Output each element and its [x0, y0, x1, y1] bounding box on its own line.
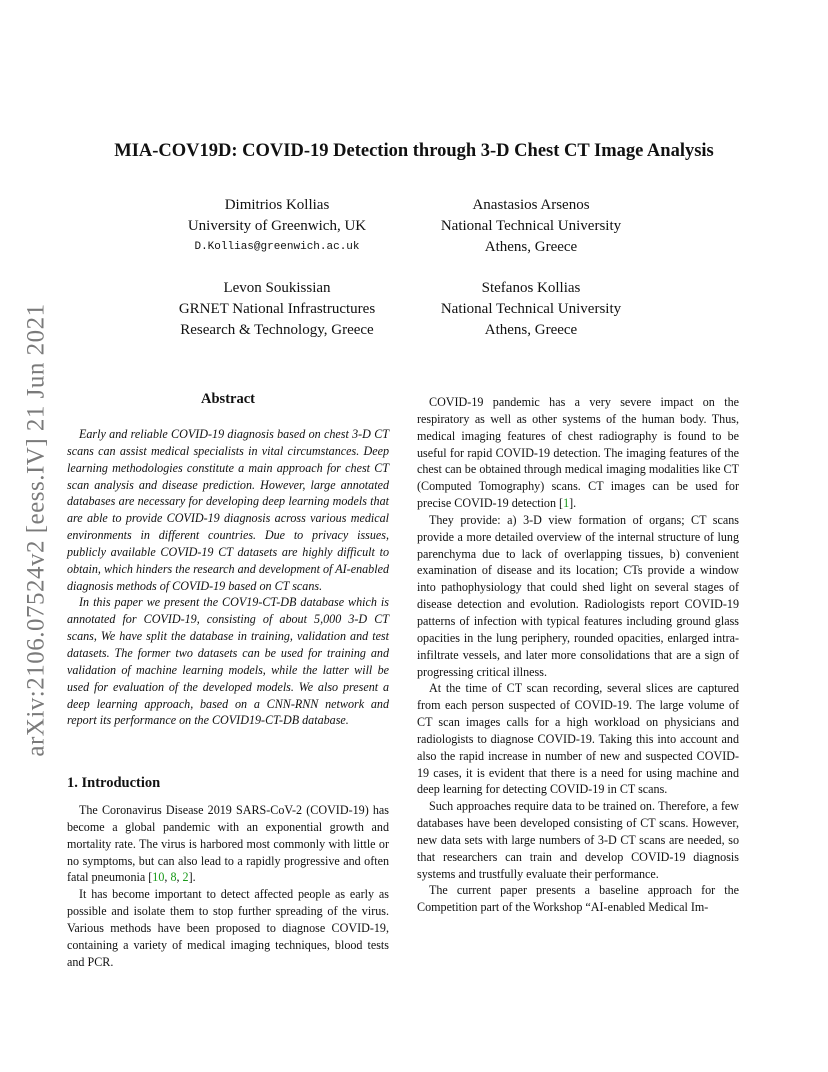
author-name: Dimitrios Kollias: [224, 197, 330, 213]
right-column-body: [417, 394, 739, 916]
body-paragraph: The current paper presents a baseline approach for the Competition part of the Workshop “AI-enabled Medical Im-: [417, 883, 739, 915]
author-block-4: [404, 278, 658, 341]
body-paragraph: Such approaches require data to be trained on. Therefore, a few databases have been developed consisting of CT scans. However, new data sets with large numbers of 3-D CT scans are needed, so that researchers can train and develop COVID-19 diagnosis systems and trustfully evaluate their performance.: [417, 799, 739, 881]
paper-title: MIA-COV19D: COVID-19 Detection through 3-D Chest CT Image Analysis: [114, 141, 714, 161]
arxiv-stamp: [22, 290, 52, 770]
intro-paragraph-text: The Coronavirus Disease 2019 SARS-CoV-2 (COVID-19) has become a global pandemic with an exponential growth and mortality rate. The virus is harbored most commonly with little or no symptoms, but can also lead to a rapidly progressive and often fatal pneumonia [: [67, 803, 389, 885]
author-affiliation: National Technical University: [440, 301, 622, 317]
intro-paragraph-end: ].: [188, 870, 196, 885]
abstract-paragraph: Early and reliable COVID-19 diagnosis based on chest 3-D CT scans can assist medical specialists in vital circumstances. Deep learning methodologies constitute a main approach for chest CT scan analysis and disease prediction. However, large annotated databases are necessary for developing deep learning models that are able to provide COVID-19 diagnosis across various medical environments in different countries. Due to privacy issues, publicly available COVID-19 CT datasets are highly difficult to obtain, which hinders the research and development of AI-enabled diagnosis methods of COVID-19 based on CT scans.: [67, 427, 389, 593]
intro-paragraph: It has become important to detect affected people as early as possible and isolate them to stop further spreading of the virus. Various methods have been proposed to diagnose COVID-19, containing a variety of medical imaging techniques, blood tests and PCR.: [67, 887, 389, 969]
citation-link[interactable]: 2: [182, 870, 189, 885]
abstract-body: [67, 426, 389, 729]
body-paragraph-end: ].: [569, 496, 577, 511]
author-affiliation: National Technical University: [440, 218, 622, 234]
author-block-3: [150, 278, 404, 341]
citation-link[interactable]: 1: [563, 496, 570, 511]
intro-paragraph: The Coronavirus Disease 2019 SARS-CoV-2 (COVID-19) has become a global pandemic with an exponential growth and mortality rate. The virus is harbored most commonly with little or no symptoms, but can also lead to a rapidly progressive and often fatal pneumonia [10, 8, 2].: [67, 803, 389, 885]
author-name: Anastasios Arsenos: [472, 197, 590, 213]
introduction-body: [67, 802, 389, 970]
body-paragraph: They provide: a) 3-D view formation of organs; CT scans provide a more detailed overview of the internal structure of lung parenchyma due to lack of overlapping tissues, b) convenient examination of disease and its location; CTs provide a window into pathophysiology that could shed light on several stages of disease detection and evolution. Radiologists report COVID-19 patterns of infection with typical features including ground glass opacities in the lung periphery, rounded opacities, enlarged intra-infiltrate vessels, and later more consolidations that are a sign of progressing critical illness.: [417, 512, 739, 679]
author-name: Stefanos Kollias: [481, 280, 581, 296]
author-affiliation: Research & Technology, Greece: [180, 322, 374, 338]
body-paragraph: [417, 394, 739, 512]
author-block-1: [150, 195, 404, 258]
citation-link[interactable]: 8: [170, 870, 177, 885]
author-affiliation: University of Greenwich, UK: [187, 218, 367, 234]
body-paragraph-text: COVID-19 pandemic has a very severe impact on the respiratory as well as other systems of the human body. Thus, medical imaging features of chest radiography is found to be useful for rapid COVID-19 detection. The imaging features of the chest can be obtained through medical imaging modalities like CT (Computed Tomography) scans. CT images can be used for precise COVID-19 detection [: [417, 395, 739, 511]
author-affiliation: Athens, Greece: [484, 322, 578, 338]
body-paragraph: At the time of CT scan recording, several slices are captured from each person suspected of COVID-19. The large volume of CT scan images calls for a high workload on physicians and radiologists to diagnose COVID-19. Taking this into account and also the rapid increase in number of new and suspected COVID-19 cases, it is evident that there is a need for using machine and deep learning for detecting COVID-19 in CT scans.: [417, 681, 739, 797]
citation-link[interactable]: 10: [152, 870, 165, 885]
arxiv-stamp-text: arXiv:2106.07524v2 [eess.IV] 21 Jun 2021: [23, 303, 50, 757]
abstract-heading: Abstract: [201, 391, 255, 407]
author-name: Levon Soukissian: [223, 280, 331, 296]
author-email: D.Kollias@greenwich.ac.uk: [194, 241, 360, 253]
section-heading-introduction: 1. Introduction: [67, 775, 161, 791]
author-affiliation: GRNET National Infrastructures: [178, 301, 376, 317]
abstract-paragraph: In this paper we present the COV19-CT-DB database which is annotated for COVID-19, consisting of about 5,000 3-D CT scans, We have split the database in training, validation and test datasets. The former two datasets can be used for training and validation of machine learning models, while the latter will be used for evaluation of the developed models. We also present a deep learning approach, based on a CNN-RNN network and report its performance on the COVID19-CT-DB database.: [67, 595, 389, 728]
author-block-2: [404, 195, 658, 258]
author-affiliation: Athens, Greece: [484, 239, 578, 255]
